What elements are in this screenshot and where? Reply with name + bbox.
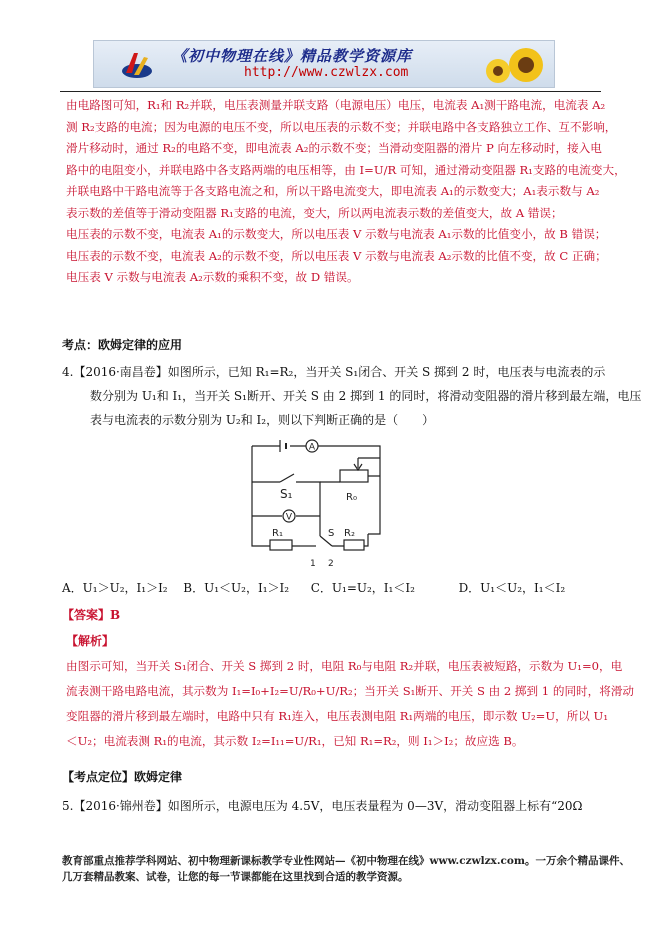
header-banner <box>93 40 555 88</box>
analysis-label: 【解析】 <box>66 634 115 648</box>
q3-kaodian: 考点：欧姆定律的应用 <box>62 338 183 352</box>
top-wire <box>252 446 380 534</box>
s1-label: S₁ <box>280 487 293 501</box>
r1-resistor <box>270 540 292 550</box>
analysis-line: 表示数的差值等于滑动变阻器 R₁支路的电流，变大，所以两电流表示数的差值变大，故 A 错误； <box>66 205 563 220</box>
analysis-line: 由电路图可知，R₁和 R₂并联，电压表测量并联支路（电源电压）电压，电流表 A₁测干路电流，电流表 A₂ <box>66 98 606 112</box>
analysis-line: 测 R₂支路的电流；因为电源的电压不变，所以电压表的示数不变；并联电路中各支路独立工作、互不影响， <box>66 119 617 134</box>
analysis-line: 并联电路中干路电流等于各支路电流之和，所以干路电流变大，即电流表 A₁的示数变大；A₁表示数与 A₂ <box>66 184 600 198</box>
r2-resistor <box>344 540 364 550</box>
option-c[interactable]: C．U₁=U₂，I₁＜I₂ <box>310 581 415 595</box>
circuit-diagram <box>240 436 400 570</box>
r2-label: R₂ <box>344 528 355 539</box>
q3-analysis <box>66 95 626 289</box>
switch-position-2: 2 <box>328 559 334 569</box>
voltmeter-label: V <box>285 512 293 523</box>
s1-switch-blade <box>280 474 294 482</box>
analysis-line: 电压表的示数不变，电流表 A₂的示数不变，所以电压表 V 示数与电流表 A₂示数的比值不变，故 C 正确； <box>66 248 607 263</box>
s-label: S <box>328 528 335 539</box>
option-b[interactable]: B．U₁＜U₂，I₁＞I₂ <box>183 581 290 595</box>
r0-slider-wire <box>358 458 380 468</box>
q5-stem: 5.【2016·锦州卷】如图所示，电源电压为 4.5V，电压表量程为 0—3V，滑动变阻器上标有“20Ω <box>62 799 583 813</box>
q4-line: 4.【2016·南昌卷】如图所示，已知 R₁=R₂，当开关 S₁闭合、开关 S 掷到 2 时，电压表与电流表的示 <box>62 365 606 379</box>
sunflower-icon <box>478 45 548 85</box>
analysis-line: 变阻器的滑片移到最左端时，电路中只有 R₁连入，电压表测电阻 R₁两端的电压，即示数 U₂=U，所以 U₁ <box>66 709 608 723</box>
r0-resistor <box>340 470 368 482</box>
footer-line: 几万套精品教案、试卷，让您的每一节课都能在这里找到合适的教学资源。 <box>62 871 409 883</box>
q4-line: 数分别为 U₁和 I₁，当开关 S₁断开、开关 S 由 2 掷到 1 的同时，将滑动变阻器的滑片移到最左端，电压 <box>90 389 642 403</box>
answer-label: 【答案】B <box>62 608 121 622</box>
q4-options <box>62 576 602 600</box>
page-footer <box>62 853 630 885</box>
analysis-line: 电压表的示数不变，电流表 A₁的示数变大，所以电压表 V 示数与电流表 A₁示数的比值变小，故 B 错误； <box>66 227 607 241</box>
analysis-line: 滑片移动时，通过 R₂的电路不变，即电流表 A₂的示数不变；当滑动变阻器的滑片 P 向左移动时，接入电 <box>66 141 602 155</box>
banner-title: 《初中物理在线》精品教学资源库 <box>172 47 413 65</box>
analysis-line: 电压表 V 示数与电流表 A₂示数的乘积不变，故 D 错误。 <box>66 270 359 284</box>
q4-analysis <box>66 654 635 754</box>
r1-label: R₁ <box>272 528 283 539</box>
analysis-line: 路中的电阻变小，并联电路中各支路两端的电压相等，由 I=U/R 可知，通过滑动变阻器 R₁支路的电流变大， <box>66 162 626 177</box>
q4-stem <box>62 360 642 432</box>
q4-point-label: 【考点定位】欧姆定律 <box>62 770 183 784</box>
header-divider <box>60 91 601 92</box>
analysis-line: 流表测干路电路电流，其示数为 I₁=I₀+I₂=U/R₀+U/R₂；当开关 S₁断开、开关 S 由 2 掷到 1 的同时，将滑动 <box>66 684 635 698</box>
footer-line: 教育部重点推荐学科网站、初中物理新课标教学专业性网站—《初中物理在线》www.czwlzx.com。一万余个精品课件、 <box>62 855 630 867</box>
banner-url[interactable]: http://www.czwlzx.com <box>244 65 409 80</box>
q4-line: 表与电流表的示数分别为 U₂和 I₂，则以下判断正确的是（ ） <box>90 413 435 427</box>
ammeter-label: A <box>308 442 316 453</box>
analysis-line: ＜U₂；电流表测 R₁的电流，其示数 I₂=I₁₁=U/R₁，已知 R₁=R₂，则 I₁＞I₂；故应选 B。 <box>66 734 524 748</box>
analysis-line: 由图示可知，当开关 S₁闭合、开关 S 掷到 2 时，电阻 R₀与电阻 R₂并联，电压表被短路，示数为 U₁=0，电 <box>66 659 623 673</box>
switch-position-1: 1 <box>310 559 316 569</box>
site-logo-icon <box>120 49 154 81</box>
r0-label: R₀ <box>346 492 357 503</box>
option-d[interactable]: D．U₁＜U₂，I₁＜I₂ <box>458 581 566 595</box>
option-a[interactable]: A．U₁＞U₂，I₁＞I₂ <box>62 581 168 595</box>
